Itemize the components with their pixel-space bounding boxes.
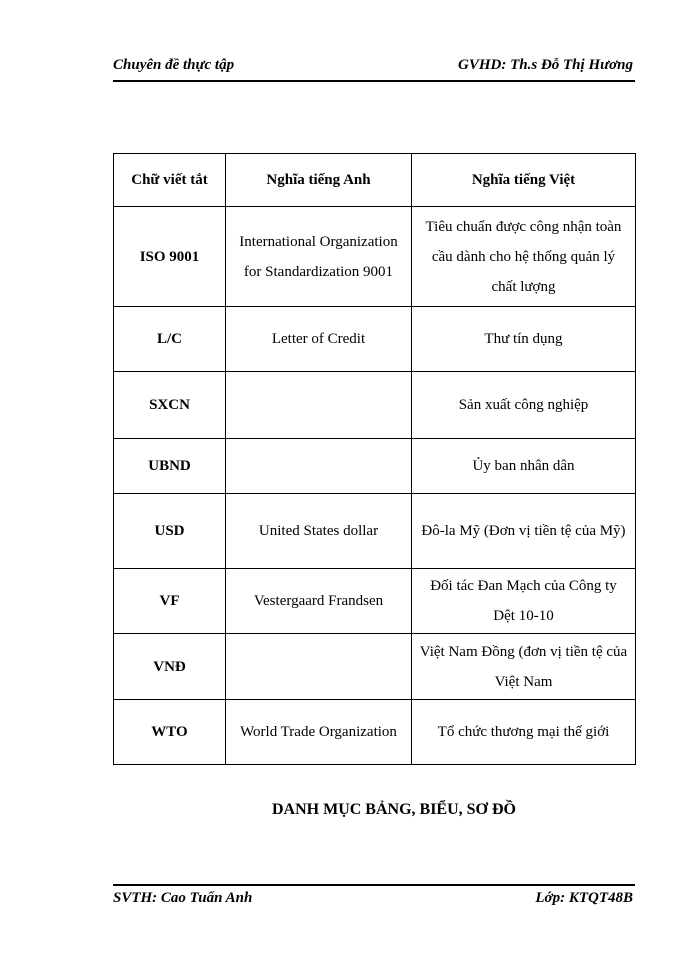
header-supervisor: GVHD: Th.s Đỗ Thị Hương	[458, 57, 633, 73]
cell-vietnamese: Tiêu chuẩn được công nhận toàn cầu dành cho hệ thống quản lý chất lượng	[412, 207, 636, 307]
cell-abbreviation: SXCN	[114, 372, 226, 439]
page-header	[113, 54, 635, 82]
footer-student: SVTH: Cao Tuấn Anh	[113, 890, 253, 906]
cell-english: World Trade Organization	[226, 700, 412, 765]
abbreviation-table	[113, 153, 636, 765]
cell-abbreviation: UBND	[114, 439, 226, 494]
column-header-abbreviation: Chữ viết tắt	[114, 154, 226, 207]
section-title: DANH MỤC BẢNG, BIỂU, SƠ ĐỒ	[271, 801, 516, 818]
cell-english	[226, 439, 412, 494]
column-header-vietnamese: Nghĩa tiếng Việt	[412, 154, 636, 207]
cell-english: Letter of Credit	[226, 307, 412, 372]
cell-english	[226, 634, 412, 700]
table-row	[114, 494, 636, 569]
cell-english: United States dollar	[226, 494, 412, 569]
cell-english: International Organization for Standardization 9001	[226, 207, 412, 307]
table-row	[114, 307, 636, 372]
cell-abbreviation: ISO 9001	[114, 207, 226, 307]
cell-vietnamese: Đối tác Đan Mạch của Công ty Dệt 10-10	[412, 569, 636, 634]
cell-abbreviation: USD	[114, 494, 226, 569]
cell-abbreviation: WTO	[114, 700, 226, 765]
cell-vietnamese: Tổ chức thương mại thế giới	[412, 700, 636, 765]
cell-vietnamese: Ủy ban nhân dân	[412, 439, 636, 494]
column-header-english: Nghĩa tiếng Anh	[226, 154, 412, 207]
cell-english: Vestergaard Frandsen	[226, 569, 412, 634]
page-footer	[113, 884, 635, 912]
header-course-title: Chuyên đề thực tập	[113, 57, 235, 73]
cell-vietnamese: Việt Nam Đồng (đơn vị tiền tệ của Việt Nam	[412, 634, 636, 700]
cell-english	[226, 372, 412, 439]
table-row	[114, 372, 636, 439]
footer-class: Lớp: KTQT48B	[535, 890, 633, 906]
cell-vietnamese: Sản xuất công nghiệp	[412, 372, 636, 439]
cell-abbreviation: VF	[114, 569, 226, 634]
cell-abbreviation: VNĐ	[114, 634, 226, 700]
table-row	[114, 700, 636, 765]
table-row	[114, 439, 636, 494]
table-row	[114, 569, 636, 634]
cell-vietnamese: Đô-la Mỹ (Đơn vị tiền tệ của Mỹ)	[412, 494, 636, 569]
table-header-row	[114, 154, 636, 207]
table-row	[114, 634, 636, 700]
cell-abbreviation: L/C	[114, 307, 226, 372]
table-row	[114, 207, 636, 307]
cell-vietnamese: Thư tín dụng	[412, 307, 636, 372]
